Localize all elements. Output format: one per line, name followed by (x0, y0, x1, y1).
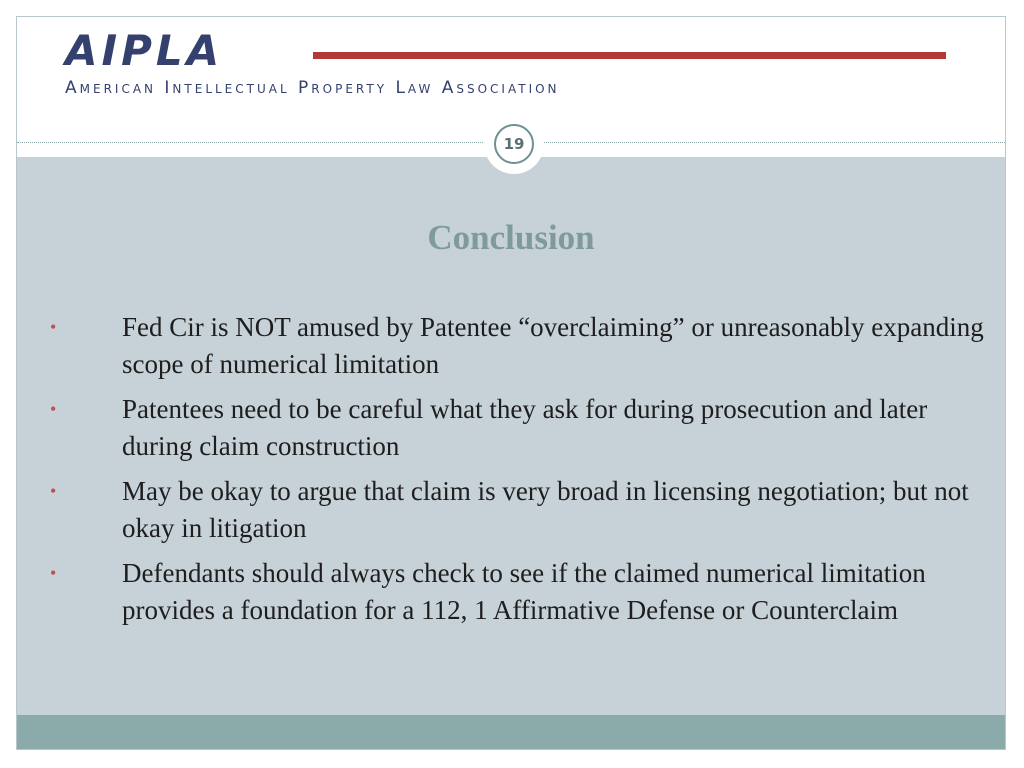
aipla-logo: AIPLA (65, 26, 224, 75)
bullet-icon: • (50, 481, 57, 501)
bullet-text: Patentees need to be careful what they ask for during prosecution and later during claim construction (122, 394, 928, 461)
bullet-text: Fed Cir is NOT amused by Patentee “overclaiming” or unreasonably expanding scope of numerical limitation (122, 312, 984, 379)
page-number: 19 (503, 135, 525, 153)
bullet-item (33, 391, 993, 465)
bullet-item (33, 473, 993, 547)
bullet-item (33, 555, 993, 629)
bullet-item (33, 309, 993, 383)
bullet-icon: • (50, 317, 57, 337)
bullet-text: Defendants should always check to see if the claimed numerical limitation provides a foundation for a 112, 1 Affirmative Defense or Counterclaim (122, 558, 926, 625)
slide (16, 16, 1006, 750)
organization-name: American Intellectual Property Law Association (65, 78, 560, 98)
page-number-ring (494, 124, 534, 164)
page-number-badge (484, 114, 544, 174)
bullet-text: May be okay to argue that claim is very broad in licensing negotiation; but not okay in litigation (122, 476, 969, 543)
bullet-icon: • (50, 563, 57, 583)
logo-red-bar (313, 52, 946, 59)
slide-title: Conclusion (427, 218, 595, 257)
bullet-icon: • (50, 399, 57, 419)
bullet-list (33, 309, 993, 637)
slide-footer (17, 715, 1005, 750)
